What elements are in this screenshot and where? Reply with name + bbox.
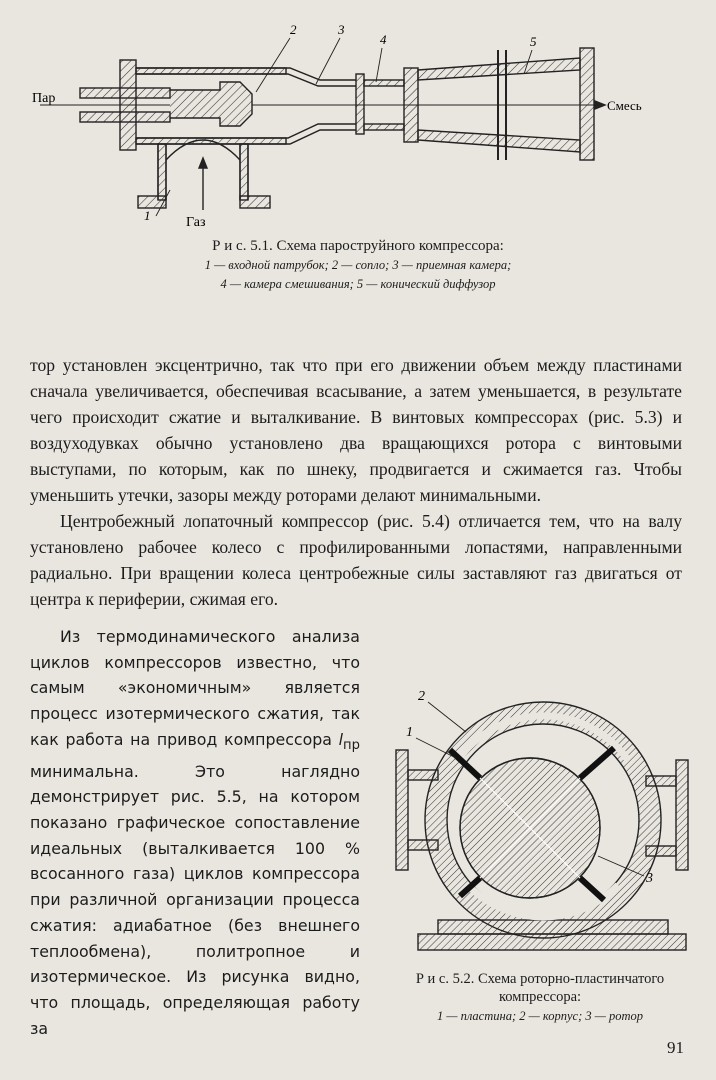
steam-jet-compressor-diagram — [20, 10, 710, 250]
figure-5-2-legend: 1 — пластина; 2 — корпус; 3 — ротор — [436, 1009, 644, 1023]
page-number: 91 — [667, 1038, 684, 1057]
main-text — [30, 352, 682, 612]
fig2-label-2: 2 — [418, 689, 425, 704]
label-2: 2 — [290, 22, 297, 37]
fig2-label-3: 3 — [646, 871, 653, 886]
figure-5-1-legend-line-2: 4 — камера смешивания; 5 — конический диффузор — [220, 276, 496, 291]
paragraph-1: тор установлен эксцентрично, так что при его движении объем между пластинами сначала увеличивается, обеспечивая всасывание, а затем уменьшается, в результате чего происходит сжатие и выталкивание. В винтовых компрессорах (рис. 5.3) и воздуходувках обычно установлено два вращающихся ротора с винтовыми выступами, по которым, как по шнеку, продвигается и сжимается газ. Чтобы уменьшить утечки, зазоры между роторами делают минимальными. — [30, 355, 682, 505]
label-gas: Газ — [186, 215, 206, 230]
paragraph-3 — [30, 624, 360, 1041]
label-mixture: Смесь — [607, 98, 642, 113]
label-steam: Пар — [32, 91, 56, 106]
figure-5-1-caption — [0, 238, 716, 293]
label-1: 1 — [144, 208, 151, 223]
figure-5-1-legend-line-1: 1 — входной патрубок; 2 — сопло; 3 — приемная камера; — [204, 258, 512, 272]
paragraph-2: Центробежный лопаточный компрессор (рис. 5.4) отличается тем, что на валу установлено рабочее колесо с профилированными лопастями, направленными радиально. При вращении колеса центробежные силы заставляют газ двигаться от центра к периферии, сжимая его. — [30, 511, 682, 609]
label-4: 4 — [380, 32, 387, 47]
work-subscript: пр — [343, 737, 360, 753]
paragraph-3-part-2: минимальна. Это наглядно демонстрирует рис. 5.5, на котором показано графическое сопоставление идеальных (выталкивается 100 % всосанного газа) циклов компрессора при различной организации процесса сжатия: адиабатное (без внешнего теплообмена), политропное и изотермическое. Из рисунка видно, что площадь, определяющая работу за — [30, 761, 360, 1038]
left-column-text — [30, 624, 360, 1041]
label-5: 5 — [530, 34, 537, 49]
paragraph-3-part-1: Из термодинамического анализа циклов компрессоров известно, что самым «экономичным» является процесс изотермического сжатия, так как работа на привод компрессора — [30, 627, 360, 749]
figure-5-2-title: Р и с. 5.2. Схема роторно-пластинчатого компрессора: — [415, 971, 665, 1005]
fig2-label-1: 1 — [406, 725, 413, 740]
figure-5-1-title: Р и с. 5.1. Схема пароструйного компрессора: — [212, 238, 504, 254]
label-3: 3 — [338, 22, 345, 37]
rotary-vane-compressor-diagram — [378, 680, 710, 985]
work-symbol: l — [338, 729, 344, 749]
figure-5-2-caption — [374, 970, 706, 1025]
